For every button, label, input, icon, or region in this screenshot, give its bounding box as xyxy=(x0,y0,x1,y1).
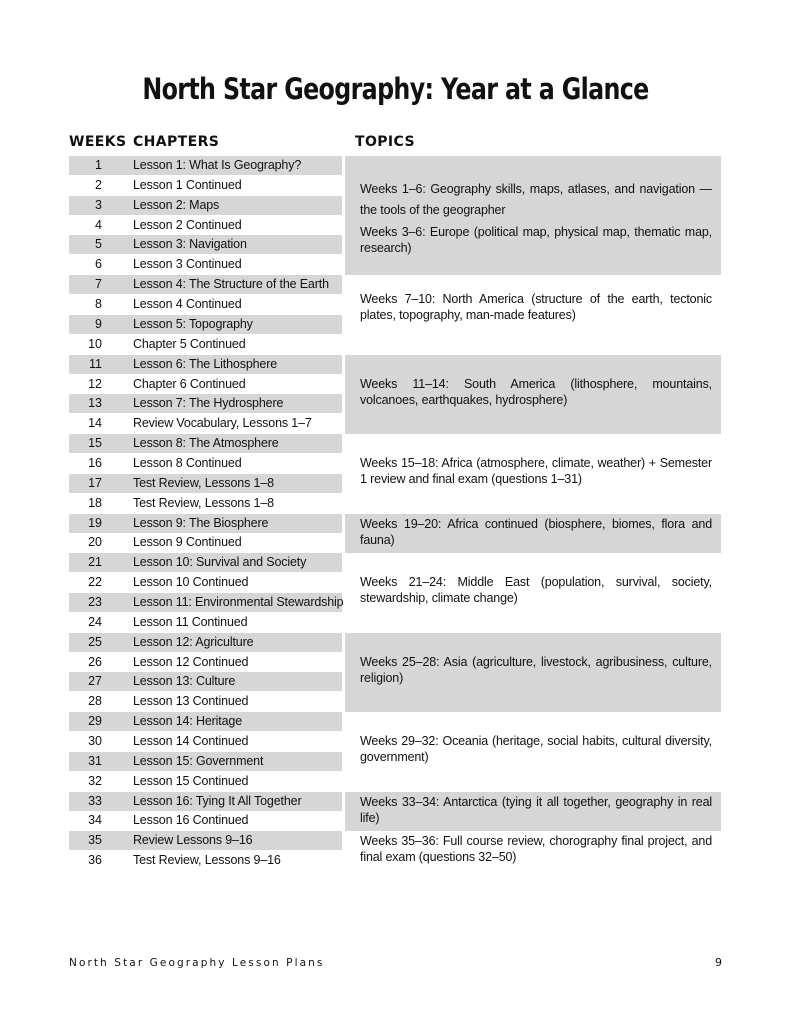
chapter-name: Lesson 4: The Structure of the Earth xyxy=(133,277,329,292)
week-number: 1 xyxy=(95,158,102,172)
chapter-name: Lesson 6: The Lithosphere xyxy=(133,356,278,371)
week-number: 27 xyxy=(88,674,102,689)
table-row xyxy=(69,156,342,175)
chapter-name: Lesson 8 Continued xyxy=(133,455,242,470)
week-number: 11 xyxy=(89,356,102,371)
table-row xyxy=(69,275,342,294)
week-number: 8 xyxy=(95,297,102,311)
week-number: 36 xyxy=(88,853,102,868)
chapter-name: Lesson 8: The Atmosphere xyxy=(133,436,279,450)
table-row xyxy=(69,732,342,751)
table-row xyxy=(69,792,342,811)
chapter-name: Lesson 7: The Hydrosphere xyxy=(133,396,284,411)
table-row xyxy=(69,474,342,493)
topic-block xyxy=(345,712,721,791)
topic-block xyxy=(345,831,721,871)
week-number: 14 xyxy=(88,416,102,431)
week-number: 15 xyxy=(88,436,102,450)
chapter-name: Lesson 14: Heritage xyxy=(133,714,243,729)
week-number: 31 xyxy=(88,753,102,768)
table-row xyxy=(69,196,342,215)
table-row xyxy=(69,176,342,195)
chapter-name: Lesson 3: Navigation xyxy=(133,237,247,252)
week-number: 6 xyxy=(95,257,102,272)
week-number: 21 xyxy=(88,555,102,570)
week-number: 25 xyxy=(88,634,102,649)
week-number: 28 xyxy=(88,694,102,709)
topic-text: Weeks 21–24: Middle East (population, survival, society, stewardship, climate change) xyxy=(360,575,712,606)
table-row xyxy=(69,355,342,374)
table-row xyxy=(69,553,342,572)
table-row xyxy=(69,394,342,413)
topic-text: Weeks 33–34: Antarctica (tying it all together, geography in real life) xyxy=(360,794,712,825)
chapter-name: Lesson 3 Continued xyxy=(133,257,242,272)
week-number: 19 xyxy=(88,515,102,530)
table-row xyxy=(69,752,342,771)
topic-block xyxy=(345,514,721,554)
topic-block xyxy=(345,553,721,632)
footer-title: North Star Geography Lesson Plans xyxy=(69,957,325,969)
table-row xyxy=(69,434,342,453)
week-number: 16 xyxy=(88,455,102,470)
week-number: 23 xyxy=(88,594,102,609)
week-number: 10 xyxy=(88,336,102,351)
topic-text: Weeks 1–6: Geography skills, maps, atlases, and navigation — the tools of the geographer xyxy=(360,182,712,217)
chapter-name: Lesson 2: Maps xyxy=(133,197,220,212)
page-title: North Star Geography: Year at a Glance xyxy=(142,72,649,106)
table-row xyxy=(69,593,342,612)
topic-text: Weeks 11–14: South America (lithosphere, mountains, volcanoes, earthquakes, hydrosphere) xyxy=(360,376,712,407)
chapter-name: Test Review, Lessons 1–8 xyxy=(133,475,274,490)
topic-block xyxy=(345,156,721,275)
table-row xyxy=(69,494,342,513)
chapter-name: Test Review, Lessons 9–16 xyxy=(133,853,281,868)
table-row xyxy=(69,335,342,354)
chapter-name: Lesson 16: Tying It All Together xyxy=(133,793,302,808)
week-number: 3 xyxy=(95,197,102,212)
chapter-name: Lesson 10: Survival and Society xyxy=(133,555,307,570)
topic-text: Weeks 19–20: Africa continued (biosphere, biomes, flora and fauna) xyxy=(360,516,712,547)
week-number: 26 xyxy=(88,654,102,669)
table-row xyxy=(69,573,342,592)
table-row xyxy=(69,255,342,274)
chapter-name: Lesson 10 Continued xyxy=(133,575,249,590)
week-number: 35 xyxy=(88,833,102,848)
chapters-header: CHAPTERS xyxy=(133,134,220,150)
chapter-name: Lesson 11 Continued xyxy=(133,614,248,629)
table-row xyxy=(69,712,342,731)
chapter-name: Review Lessons 9–16 xyxy=(133,833,253,848)
week-number: 4 xyxy=(95,217,102,232)
week-number: 17 xyxy=(88,475,102,490)
topic-text: Weeks 35–36: Full course review, chorography final project, and final exam (questions 32–50) xyxy=(360,834,712,865)
weeks-header: WEEKS xyxy=(69,134,127,150)
table-row xyxy=(69,831,342,850)
table-row xyxy=(69,454,342,473)
chapter-name: Review Vocabulary, Lessons 1–7 xyxy=(133,416,312,431)
week-number: 13 xyxy=(88,396,102,411)
table-row xyxy=(69,414,342,433)
table-row xyxy=(69,633,342,652)
topic-block xyxy=(345,355,721,434)
week-number: 32 xyxy=(88,773,102,788)
chapter-name: Lesson 16 Continued xyxy=(133,813,249,828)
table-row xyxy=(69,235,342,254)
table-row xyxy=(69,772,342,791)
topic-block xyxy=(345,434,721,513)
chapter-name: Lesson 12: Agriculture xyxy=(133,634,254,649)
chapter-name: Chapter 6 Continued xyxy=(133,376,246,391)
chapter-name: Lesson 11: Environmental Stewardship xyxy=(133,594,344,609)
table-row xyxy=(69,295,342,314)
week-number: 22 xyxy=(88,575,102,590)
table-row xyxy=(69,692,342,711)
week-number: 7 xyxy=(95,277,102,292)
topics-header: TOPICS xyxy=(355,134,415,150)
topic-block xyxy=(345,633,721,712)
table-row xyxy=(69,811,342,830)
week-number: 18 xyxy=(88,495,102,510)
table-row xyxy=(69,851,342,870)
page-number: 9 xyxy=(715,956,722,969)
table-row xyxy=(69,653,342,672)
topic-text: Weeks 7–10: North America (structure of the earth, tectonic plates, topography, man-made features) xyxy=(360,292,712,323)
week-number: 12 xyxy=(88,376,102,391)
chapter-name: Lesson 13: Culture xyxy=(133,674,236,689)
chapter-name: Lesson 12 Continued xyxy=(133,654,249,669)
chapter-name: Lesson 9 Continued xyxy=(133,535,242,550)
topic-block xyxy=(345,275,721,354)
chapter-name: Lesson 1 Continued xyxy=(133,177,242,192)
topic-block xyxy=(345,792,721,832)
week-number: 5 xyxy=(95,237,102,252)
week-number: 24 xyxy=(88,614,102,629)
topic-text: Weeks 29–32: Oceania (heritage, social habits, cultural diversity, government) xyxy=(360,734,712,765)
topic-text: Weeks 3–6: Europe (political map, physical map, thematic map, research) xyxy=(360,225,712,255)
week-number: 33 xyxy=(88,793,102,808)
topic-text: Weeks 25–28: Asia (agriculture, livestock, agribusiness, culture, religion) xyxy=(360,654,712,685)
week-number: 34 xyxy=(88,813,102,828)
chapter-name: Lesson 14 Continued xyxy=(133,733,249,748)
chapter-name: Lesson 15 Continued xyxy=(133,773,249,788)
chapter-name: Chapter 5 Continued xyxy=(133,336,246,351)
week-number: 29 xyxy=(88,714,102,729)
chapter-name: Lesson 2 Continued xyxy=(133,217,242,232)
table-row xyxy=(69,672,342,691)
chapter-name: Lesson 9: The Biosphere xyxy=(133,515,269,530)
chapter-name: Lesson 1: What Is Geography? xyxy=(133,158,302,172)
chapter-name: Lesson 15: Government xyxy=(133,753,264,768)
topic-text: Weeks 15–18: Africa (atmosphere, climate, weather) + Semester 1 review and final exam (questions 1–31) xyxy=(360,456,712,486)
week-number: 20 xyxy=(88,535,102,550)
table-row xyxy=(69,375,342,394)
table-row xyxy=(69,514,342,533)
week-number: 2 xyxy=(95,177,102,192)
table-row xyxy=(69,613,342,632)
table-row xyxy=(69,315,342,334)
chapter-name: Lesson 4 Continued xyxy=(133,297,242,311)
week-number: 30 xyxy=(88,733,102,748)
table-row xyxy=(69,216,342,235)
chapter-name: Lesson 5: Topography xyxy=(133,316,253,331)
week-number: 9 xyxy=(95,316,102,331)
chapter-name: Test Review, Lessons 1–8 xyxy=(133,495,274,510)
chapter-name: Lesson 13 Continued xyxy=(133,694,249,709)
table-row xyxy=(69,533,342,552)
